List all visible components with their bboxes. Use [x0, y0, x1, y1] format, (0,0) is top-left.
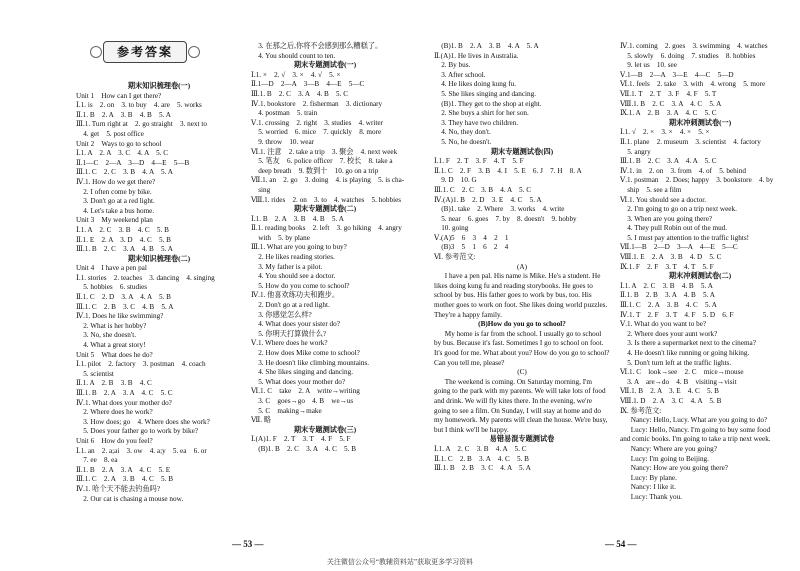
answer-line: Ⅱ.1. reading books 2. left 3. go hiking 4. angry: [251, 224, 402, 233]
answer-line: Ⅰ.1. A 2. C 3. B 4. A 5. C: [434, 444, 527, 453]
paragraph: Nancy: Hello, Lucy. What are you going to do?: [630, 416, 768, 425]
answer-line: 3. He doesn't like climbing mountains.: [251, 358, 370, 367]
answer-line: Ⅱ.1. C 2. B 3. A 4. C 5. B: [434, 454, 529, 463]
answer-line: Ⅳ.1. How do we get there?: [76, 177, 156, 186]
answer-line: 4. They pull Robin out of the mud.: [620, 224, 728, 233]
answer-line: Ⅲ.1. B 2. B 3. C 4. A 5. A: [434, 464, 531, 473]
answer-line: (B)3 5 1 6 2 4: [434, 243, 509, 252]
answer-line: 4. He doesn't like running or going hiking.: [620, 349, 750, 357]
answer-line: Ⅲ.1. C 2. A 3. B 4. C 5. B: [76, 475, 173, 484]
answer-line: Ⅳ.1. 哈个天不能去钓鱼吗?: [76, 484, 161, 493]
subheading: (A): [517, 262, 527, 271]
answer-line: Ⅱ.1. A 2. B 3. B 4. C: [76, 379, 152, 388]
answer-line: 5. hobbies 6. studies: [76, 283, 148, 292]
paragraph: Lucy: Thank you.: [630, 492, 682, 501]
section-heading: 期末专题测试卷(一): [293, 61, 357, 70]
paragraph: I have a pen pal. His name is Mike. He's a student. He likes doing kung fu and reading storybooks. He goes to school by bus. His father goes to work by bus, too. His mother goes to work on foot. She likes doing world puzzles. They're a happy family.: [434, 272, 608, 319]
answer-line: 5. scientist: [76, 369, 114, 378]
answer-line: Ⅰ.1. A 2. A 3. C 4. A 5. C: [76, 149, 169, 158]
answer-line: (B)1. B 2. A 3. B 4. A 5. A: [434, 42, 539, 50]
answer-line: Ⅴ.1. What do you want to be?: [620, 320, 707, 329]
answer-line: Ⅰ.1. A 2. C 3. B 4. B 5. A: [620, 281, 713, 290]
answer-line: Ⅱ.1. C 2. D 3. A 4. A 5. B: [76, 293, 171, 302]
answer-line: deep breath 9. 数到十 10. go on a trip: [251, 166, 379, 175]
answer-line: Ⅸ.1. F 2. F 3. T 4. T 5. F: [620, 262, 714, 271]
answer-line: Ⅷ.1. D 2. A 3. C 4. A 5. B: [620, 396, 722, 405]
answer-line: 4. You should count to ten.: [251, 51, 336, 60]
answer-line: 9. D 10. G: [434, 176, 477, 185]
answer-line: 2. Where does he work?: [76, 408, 153, 417]
answer-line: Ⅰ.1. an 2. a;ai 3. ow 4. a;y 5. ea 6. or: [76, 446, 207, 455]
answer-line: 7. ee 8. ea: [76, 456, 118, 465]
answer-line: 2. I often come by bike.: [76, 187, 152, 196]
paragraph: Nancy: I like it.: [630, 483, 676, 492]
answer-line: Ⅷ.1. rides 2. on 3. to 4. watches 5. hobbies: [251, 195, 402, 204]
section-heading: 易错易混专题测试卷: [489, 435, 555, 444]
answer-line: Ⅱ.1. B 2. A 3. A 4. C 5. E: [76, 465, 171, 474]
answer-line: 2. Where does your aunt work?: [620, 329, 718, 338]
answer-line: 2. By bus.: [434, 61, 471, 70]
answer-line: 5. slowly 6. doing 7. studies 8. hobbies: [620, 51, 756, 60]
answer-line: Ⅲ.1. B 2. A 3. A 4. C 5. C: [76, 389, 173, 397]
right-page-column-1: [434, 42, 610, 474]
answer-line: 5. Don't turn left at the traffic lights.: [620, 358, 732, 367]
answer-line: 5. near 6. goes 7. by 8. doesn't 9. hobby: [434, 214, 577, 223]
answer-line: Ⅰ.1. is 2. on 3. to buy 4. are 5. works: [76, 101, 202, 110]
answer-line: 4. get 5. post office: [76, 129, 144, 138]
answer-line: Ⅸ.1. A 2. B 3. A 4. C 5. C: [620, 109, 717, 118]
left-page-column-2: [251, 42, 405, 455]
answer-line: 2. I'm going to go on a trip next week.: [620, 205, 737, 214]
answer-line: Ⅲ.1. B 2. C 3. A 4. B 5. A: [76, 245, 173, 254]
section-heading: 期末知识梳理卷(一): [127, 82, 191, 90]
section-heading: 期末专题测试卷(三): [293, 425, 357, 434]
answer-line: 3. Is there a supermarket next to the cinema?: [620, 339, 756, 348]
answer-line: Ⅱ.1. C 2. F 3. B 4. I 5. E 6. J 7. H 8. A: [434, 166, 582, 175]
answer-line: Ⅱ.1—C 2—A 3—D 4—E 5—B: [76, 158, 190, 167]
paragraph: The weekend is coming. On Saturday morning, I'm going to the park with my parents. We will take lots of food and drink. We will fly kites there. In the evening, we're going to see a film. On Sunday, I will stay at home and do my homework. My parents will clean the house. We're busy, but I think we'll be happy.: [434, 377, 608, 434]
answer-line: 4. She likes singing and dancing.: [251, 368, 354, 377]
answer-line: Ⅴ.(A)5 6 3 4 2 1: [434, 233, 509, 242]
right-page-column-2: [620, 42, 780, 503]
answer-line: Ⅶ.1. T 2. T 3. F 4. F 5. T: [620, 89, 717, 98]
answer-line: Ⅲ.1. C 2. C 3. B 4. A 5. C: [434, 185, 531, 194]
answer-line: 5. worried 6. mice 7. quickly 8. more: [251, 128, 382, 137]
answer-line: Ⅲ.1. B 2. C 3. A 4. A 5. C: [620, 157, 717, 166]
answer-line: 5. No, he doesn't.: [434, 137, 492, 146]
answer-line: Ⅱ.1. plane 2. museum 3. scientist 4. factory: [620, 137, 761, 146]
answer-line: 2. What is her hobby?: [76, 321, 147, 330]
answer-line: ship 5. see a film: [620, 185, 682, 194]
answer-line: 2. Don't go at a red light.: [251, 301, 330, 310]
subheading: (B)How do you go to school?: [478, 320, 566, 329]
answer-line: 5. 笔友 6. police officer 7. 校长 8. take a: [251, 157, 393, 166]
answer-line: Ⅰ.1. A 2. C 3. B 4. C 5. B: [76, 225, 169, 234]
answer-line: Ⅷ.1. B 2. C 3. A 4. C 5. A: [620, 99, 722, 108]
page-number-left: — 53 —: [232, 539, 264, 549]
section-heading: 期末知识梳理卷(二): [127, 254, 191, 263]
answer-line: Ⅴ.1. postman 2. Does; happy 3. bookstore 4. by: [620, 176, 774, 185]
answer-line: Ⅲ.1. C 2. B 3. C 4. B 5. A: [76, 302, 174, 311]
answer-line: Ⅳ.1. Does he like swimming?: [76, 312, 164, 321]
answer-line: Ⅰ.1. × 2. √ 3. × 4. √ 5. ×: [251, 70, 341, 79]
answer-line: Ⅶ.1. an 2. go 3. doing 4. is playing 5. is cha-: [251, 176, 405, 185]
answer-line: 2. He likes reading stories.: [251, 253, 335, 262]
answer-line: Ⅰ.1. pilot 2. factory 3. postman 4. coach: [76, 360, 206, 369]
answer-line: with 5. by plane: [251, 233, 310, 242]
answer-line: 5. She likes singing and dancing.: [434, 89, 537, 98]
answer-line: Ⅳ.(A)1. B 2. D 3. E 4. C 5. A: [434, 195, 542, 204]
answer-line: 5. Does your father go to work by bike?: [76, 427, 198, 436]
section-heading: 期末冲刺测试卷(一): [668, 118, 732, 127]
answer-line: Ⅶ.1—B 2—D 3—A 4—E 5—C: [620, 243, 738, 252]
footer-note: 关注微信公众号“教辅资料站”获取更多学习资料: [326, 558, 474, 566]
answer-line: Ⅵ.1. 注意 2. take a trip 3. 聚会 4. next week: [251, 147, 398, 156]
answer-line: 4. What a great story!: [76, 341, 146, 350]
answer-line: 4. You should see a doctor.: [251, 272, 336, 281]
answer-line: 3. 你感觉怎么样?: [251, 310, 312, 319]
answer-line: 5. I must pay attention to the traffic lights!: [620, 233, 750, 242]
answer-line: 3. C goes→go 4. B we→us: [251, 396, 354, 405]
answer-line: Unit 5 What does he do?: [76, 350, 153, 359]
answer-line: (B)1. take 2. Where 3. works 4. write: [434, 205, 565, 214]
answer-line: 4. He likes doing kung fu.: [434, 80, 517, 89]
answer-line: Ⅰ.1. √ 2. × 3. × 4. × 5. ×: [620, 128, 710, 137]
answer-line: 3. After school.: [434, 70, 486, 79]
section-heading: 期末冲刺测试卷(二): [668, 272, 732, 281]
answer-line: Ⅸ. 参考范文:: [620, 406, 662, 415]
answer-line: 3. 在那之后,你将不会感到那么糟糕了。: [251, 42, 383, 50]
answer-line: Ⅴ.1—B 2—A 3—E 4—C 5—D: [620, 70, 734, 79]
paragraph: Lucy: Hello, Nancy. I'm going to buy some food and comic books. I'm going to take a trip next week.: [620, 425, 771, 444]
answer-line: Ⅲ.1. B 2. C 3. A 4. B 5. C: [251, 89, 348, 98]
answer-line: Ⅱ.1. B 2. B 3. A 4. B 5. A: [620, 291, 715, 300]
answer-line: Ⅳ.1. T 2. F 3. T 4. F 5. D 6. F: [620, 310, 734, 319]
answer-line: Ⅲ.1. C 2. A 3. B 4. C 5. A: [620, 301, 717, 310]
paragraph: Nancy: Where are you going?: [630, 444, 717, 453]
answer-line: Ⅳ.1. What does your mother do?: [76, 398, 172, 407]
answer-line: Ⅰ.(A)1. F 2. T 3. T 4. F 5. F: [251, 435, 351, 444]
answer-line: Ⅰ.1. B 2. A 3. B 4. B 5. A: [251, 214, 344, 223]
answer-line: Ⅱ.1. E 2. A 3. D 4. C 5. B: [76, 235, 171, 244]
answer-line: 3. They have two children.: [434, 118, 519, 127]
answer-line: (B)1. B 2. C 3. A 4. C 5. B: [251, 444, 357, 453]
answer-line: Ⅲ.1. Turn right at 2. go straight 3. next to: [76, 120, 207, 129]
answer-line: Ⅳ.1. 他喜欢练功夫和跑步。: [251, 291, 340, 300]
answer-line: Ⅵ.1. C take 2. A write→writing: [251, 387, 360, 396]
answer-line: Ⅱ.(A)1. He lives in Australia.: [434, 51, 519, 60]
subheading: (C): [517, 368, 527, 377]
answer-line: 2. How does Mike come to school?: [251, 349, 360, 357]
answer-line: Ⅶ.1. B 2. A 3. E 4. C 5. B: [620, 387, 719, 396]
answer-line: Ⅱ.1. B 2. A 3. B 4. B 5. A: [76, 110, 171, 119]
answer-line: 2. Our cat is chasing a mouse now.: [76, 494, 184, 503]
answer-line: 5. What does your mother do?: [251, 377, 346, 386]
section-heading: 期末专题测试卷(二): [293, 205, 357, 214]
answer-line: Ⅶ. 略: [251, 416, 272, 425]
answer-line: 5. C making→make: [251, 406, 322, 415]
answer-line: 9. throw 10. wear: [251, 137, 315, 146]
answer-line: Ⅵ.1. C look→see 2. C mice→mouse: [620, 368, 744, 377]
answer-line: Ⅳ.1. in 2. on 3. from 4. of 5. behind: [620, 166, 746, 175]
answer-line: 5. 你明天打算做什么?: [251, 329, 327, 338]
answer-line: sing: [251, 185, 271, 194]
answer-line: 3. When are you going there?: [620, 214, 713, 223]
answer-line: 3. No, she doesn't.: [76, 331, 136, 340]
answer-line: Ⅲ.1. C 2. C 3. B 4. A 5. A: [76, 168, 173, 177]
answer-line: Unit 4 I have a pen pal: [76, 264, 147, 273]
answer-line: Ⅳ.1. coming 2. goes 3. swimming 4. watches: [620, 42, 768, 50]
answer-line: Ⅳ.1. bookstore 2. fisherman 3. dictionary: [251, 99, 383, 108]
answer-line: 3. How does; go 4. Where does she work?: [76, 417, 210, 426]
answer-line: Ⅲ.1. What are you going to buy?: [251, 243, 347, 252]
answer-line: Unit 6 How do you feel?: [76, 436, 153, 445]
answer-line: 3. My father is a pilot.: [251, 262, 323, 271]
answer-line: 4. What does your sister do?: [251, 320, 340, 329]
answer-line: 2. She buys a shirt for her son.: [434, 109, 529, 118]
answer-line: Unit 2 Ways to go to school: [76, 139, 162, 148]
answer-line: Ⅵ.1. feels 2. take 3. with 4. wrong 5. more: [620, 80, 766, 89]
answer-line: 10. going: [434, 224, 469, 233]
answer-line: 3. Don't go at a red light.: [76, 197, 155, 206]
paragraph: Lucy: By plane.: [630, 473, 677, 482]
answer-line: Ⅵ. 参考范文:: [434, 253, 476, 262]
answer-line: Ⅰ.1. stories 2. teaches 3. dancing 4. singing: [76, 273, 215, 282]
paragraph: Nancy: How are you going there?: [630, 464, 728, 473]
answer-line: (B)1. They get to the shop at eight.: [434, 99, 542, 108]
answer-line: 5. angry: [620, 147, 651, 156]
left-page-column-1: [76, 82, 242, 504]
paragraph: Lucy: I'm going to Beijing.: [630, 454, 709, 463]
answer-line: Unit 3 My weekend plan: [76, 216, 153, 225]
page-number-right: — 54 —: [605, 539, 637, 549]
answer-line: Ⅴ.1. crossing 2. right 3. studies 4. writer: [251, 118, 383, 127]
answer-line: 4. Let's take a bus home.: [76, 206, 155, 215]
answer-line: 5. How do you come to school?: [251, 281, 350, 290]
paragraph: My home is far from the school. I usually go to school by bus. Because it's fast. Sometimes I go to school on foot. It's good for me. What about you? How do you go to school? Can you tell me, please?: [434, 329, 610, 367]
answer-line: 3. A are→do 4. B visiting→visit: [620, 377, 737, 386]
answer-line: 4. No, they don't.: [434, 128, 491, 137]
answer-line: Ⅱ.1—D 2—A 3—B 4—E 5—C: [251, 80, 365, 89]
answer-line: Ⅵ.1. You should see a doctor.: [620, 195, 707, 204]
answer-line: Ⅴ.1. Where does he work?: [251, 339, 328, 348]
answer-line: Ⅷ.1. E 2. A 3. B 4. D 5. C: [620, 253, 722, 262]
answer-line: 9. let us 10. see: [620, 61, 677, 70]
answer-line: 4. postman 5. train: [251, 109, 318, 118]
answer-key-banner: 参考答案: [103, 41, 187, 63]
answer-line: Unit 1 How can I get there?: [76, 91, 162, 100]
answer-line: Ⅰ.1. F 2. T 3. F 4. T 5. F: [434, 157, 524, 166]
section-heading: 期末专题测试卷(四): [490, 147, 554, 156]
